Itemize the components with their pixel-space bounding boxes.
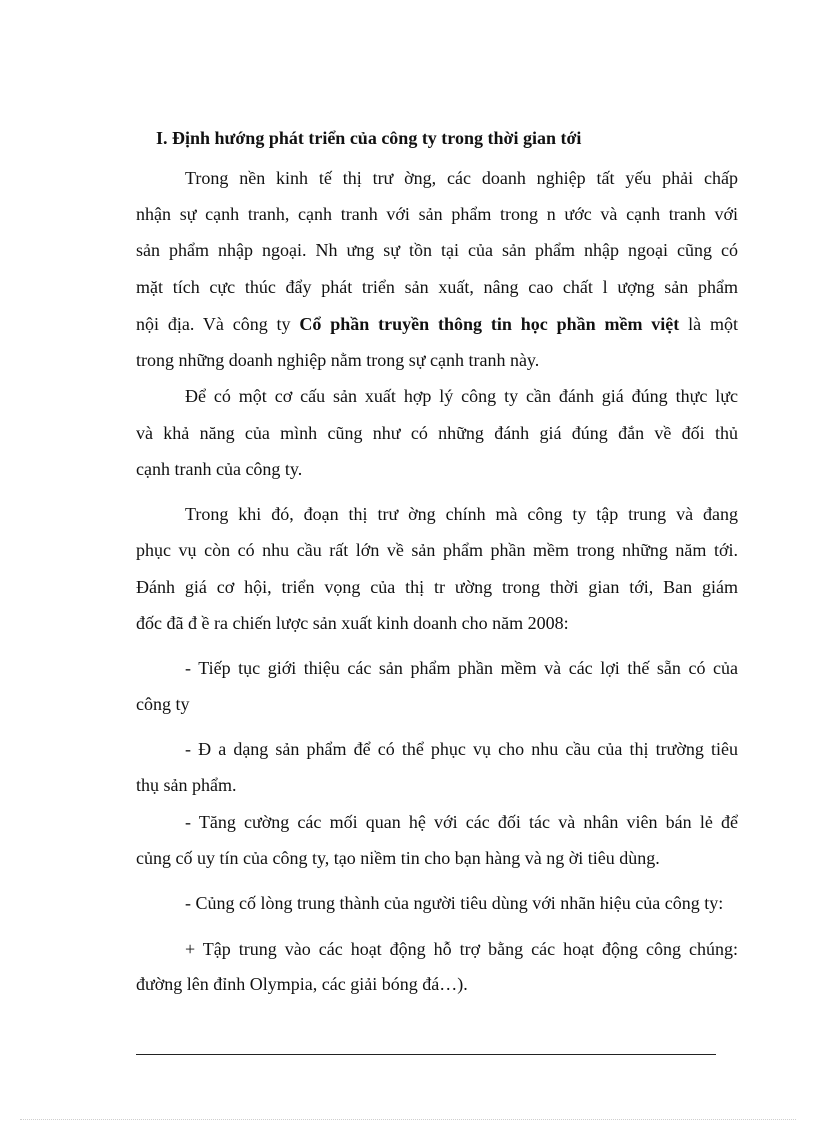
bullet-2-line-1: - Đ a dạng sản phẩm để có thể phục vụ cho nhu cầu của thị trường tiêu <box>185 739 738 759</box>
bullet-3-line-2: củng cố uy tín của công ty, tạo niềm tin cho bạn hàng và ng ời tiêu dùng. <box>136 848 660 868</box>
bullet-5-line-1: + Tập trung vào các hoạt động hỗ trợ bằng các hoạt động công chúng: <box>185 939 738 959</box>
paragraph-2-line-2: và khả năng của mình cũng như có những đánh giá đúng đắn về đối thủ <box>136 423 738 443</box>
bullet-4-line-1: - Củng cố lòng trung thành của người tiêu dùng với nhãn hiệu của công ty: <box>185 893 724 913</box>
bullet-5-line-2: đường lên đỉnh Olympia, các giải bóng đá…). <box>136 974 468 994</box>
bullet-1-line-2: công ty <box>136 694 190 714</box>
paragraph-1-line-1: Trong nền kinh tế thị trư ờng, các doanh nghiệp tất yếu phải chấp <box>185 168 738 188</box>
paragraph-3-line-1: Trong khi đó, đoạn thị trư ờng chính mà công ty tập trung và đang <box>185 504 738 524</box>
paragraph-1-line-4: mặt tích cực thúc đẩy phát triển sản xuất, nâng cao chất l ượng sản phẩm <box>136 277 738 297</box>
paragraph-3-line-2: phục vụ còn có nhu cầu rất lớn về sản phẩm phần mềm trong những năm tới. <box>136 540 738 560</box>
paragraph-2-line-1: Để có một cơ cấu sản xuất hợp lý công ty cần đánh giá đúng thực lực <box>185 386 738 406</box>
company-name: Cổ phần truyền thông tin học phần mềm việt <box>299 314 680 334</box>
company-intro-end: là một <box>679 314 738 334</box>
paragraph-3-line-3: Đánh giá cơ hội, triển vọng của thị tr ường trong thời gian tới, Ban giám <box>136 577 738 597</box>
page-edge-dotted-line <box>20 1119 796 1120</box>
section-heading: I. Định hướng phát triển của công ty trong thời gian tới <box>156 128 582 148</box>
paragraph-1-line-2: nhận sự cạnh tranh, cạnh tranh với sản phẩm trong n ước và cạnh tranh với <box>136 204 738 224</box>
bullet-1-line-1: - Tiếp tục giới thiệu các sản phẩm phần mềm và các lợi thế sẵn có của <box>185 658 738 678</box>
paragraph-3-line-4: đốc đã đ ề ra chiến lược sản xuất kinh doanh cho năm 2008: <box>136 613 569 633</box>
paragraph-1-line-3: sản phẩm nhập ngoại. Nh ưng sự tồn tại của sản phẩm nhập ngoại cũng có <box>136 240 738 260</box>
footer-rule <box>136 1054 716 1055</box>
paragraph-1-line-5 <box>136 312 738 336</box>
company-intro-text: nội địa. Và công ty <box>136 314 300 334</box>
paragraph-1-line-6: trong những doanh nghiệp nằm trong sự cạnh tranh này. <box>136 350 540 370</box>
bullet-2-line-2: thụ sản phẩm. <box>136 775 237 795</box>
bullet-3-line-1: - Tăng cường các mối quan hệ với các đối tác và nhân viên bán lẻ để <box>185 812 738 832</box>
paragraph-2-line-3: cạnh tranh của công ty. <box>136 459 303 479</box>
